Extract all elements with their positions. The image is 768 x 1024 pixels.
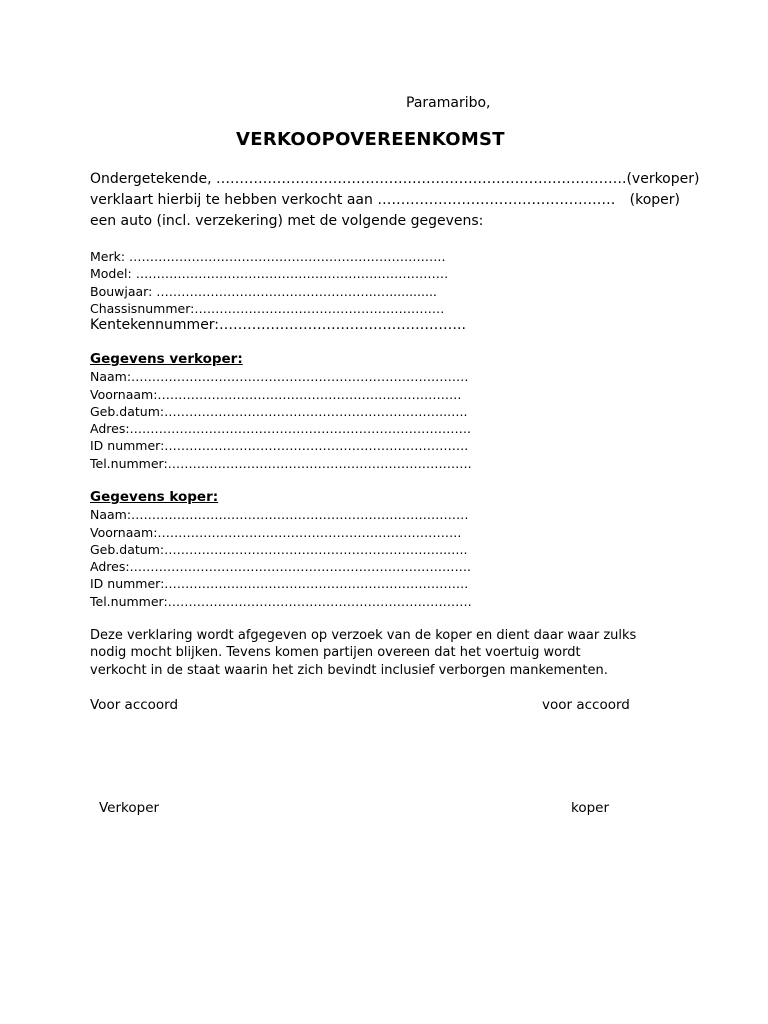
car-details: [90, 248, 466, 334]
buyer-signature-label: koper: [571, 800, 610, 816]
buyer-adres-field: Adres:……………………………………………………………………….: [90, 559, 472, 575]
seller-id-field: ID nummer:……………………………………………………………….: [90, 438, 469, 454]
intro-buyer-role: (koper): [629, 192, 680, 208]
buyer-id-field: ID nummer:……………………………………………………………….: [90, 576, 469, 592]
buyer-heading: Gegevens koper:: [90, 489, 219, 505]
merk-field: Merk: ………………………………………………………………….: [90, 249, 446, 264]
buyer-details: [90, 489, 472, 610]
intro-line-car: [90, 213, 680, 234]
intro-line-seller: [90, 171, 700, 192]
buyer-naam-field: Naam:………………………………………………………………………: [90, 507, 469, 523]
declaration-line: verkocht in de staat waarin het zich bevindt inclusief verborgen mankementen.: [90, 662, 608, 678]
chassisnummer-field: Chassisnummer:……………………………………………………: [90, 300, 445, 316]
declaration-line: nodig mocht blijken. Tevens komen partijen overeen dat het voertuig wordt: [90, 645, 581, 661]
buyer-voornaam-field: Voornaam:……………………………………………………………….: [90, 524, 462, 540]
intro-seller-text: Ondergetekende, …………………………………………………………………………….: [90, 171, 627, 187]
seller-details: [90, 351, 472, 472]
intro-buyer-text: verklaart hierbij te hebben verkocht aan ……………………………………………: [90, 192, 616, 208]
kentekennummer-field: Kentekennummer:……………………………………………..: [90, 317, 466, 334]
model-field: Model: …………………………………………………………………: [90, 266, 449, 282]
seller-gebdatum-field: Geb.datum:…………………………………………………………..…..: [90, 403, 468, 419]
seller-tel-field: Tel.nummer:……………………………………………………………….: [90, 455, 472, 471]
document-title: VERKOOPOVEREENKOMST: [236, 129, 505, 150]
intro-seller-role: (verkoper): [626, 171, 700, 187]
seller-voornaam-field: Voornaam:……………………………………………………………….: [90, 386, 462, 402]
agree-left-label: Voor accoord: [90, 697, 179, 713]
seller-heading: Gegevens verkoper:: [90, 351, 243, 367]
intro-paragraph: [90, 171, 700, 234]
declaration-line: Deze verklaring wordt afgegeven op verzoek van de koper en dient daar waar zulks: [90, 628, 637, 643]
seller-adres-field: Adres:……………………………………………………………………….: [90, 421, 472, 437]
agree-right-label: voor accoord: [542, 697, 630, 713]
seller-naam-field: Naam:………………………………………………………………………: [90, 369, 469, 385]
declaration-paragraph: [90, 627, 690, 679]
buyer-tel-field: Tel.nummer:……………………………………………………………….: [90, 593, 472, 609]
buyer-gebdatum-field: Geb.datum:…………………………………………………………..…..: [90, 541, 468, 557]
bouwjaar-field: Bouwjaar: ……………………………………………..…............: [90, 283, 437, 299]
intro-line-buyer: [90, 192, 680, 213]
place-date: Paramaribo,: [406, 95, 491, 111]
seller-signature-label: Verkoper: [99, 800, 160, 816]
intro-car-text: een auto (incl. verzekering) met de volgende gegevens:: [90, 213, 484, 229]
